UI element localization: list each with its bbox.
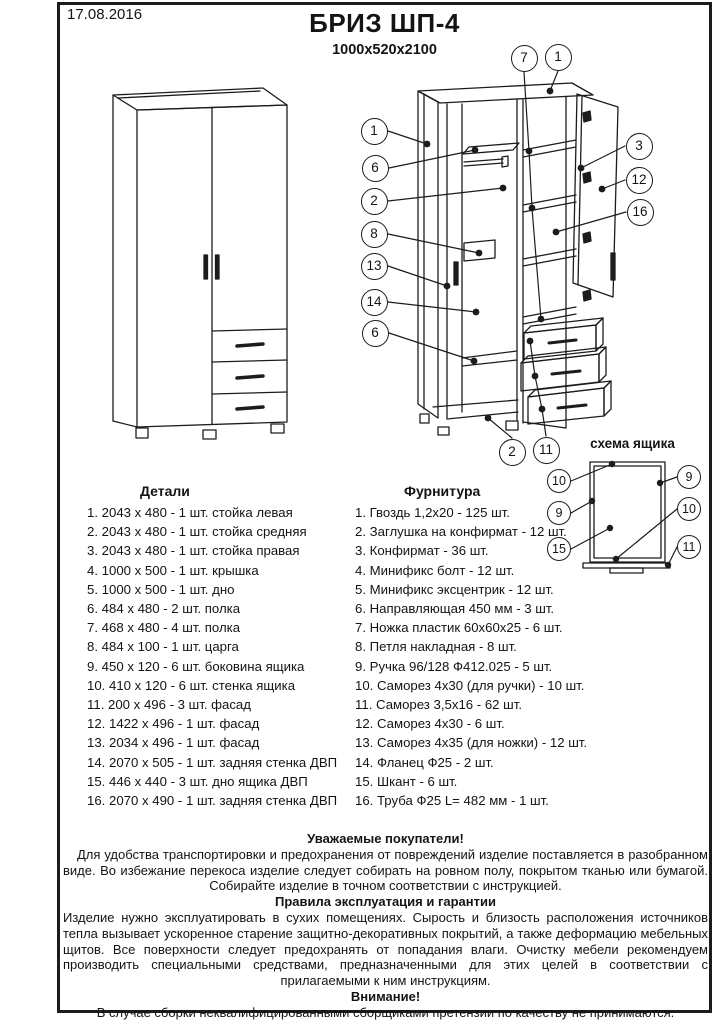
- list-item: 8. 484 х 100 - 1 шт. царга: [87, 639, 239, 655]
- hardware-list: [355, 503, 587, 810]
- list-item: 2. 2043 х 480 - 1 шт. стойка средняя: [87, 524, 307, 540]
- callout-11: 11: [677, 535, 701, 559]
- warning-text: В случае сборки неквалифицированными сборщиками претензии по качеству не принимаются.: [96, 1004, 675, 1020]
- list-item: 12. Саморез 4х30 - 6 шт.: [355, 716, 505, 732]
- list-item: 9. Ручка 96/128 Ф412.025 - 5 шт.: [355, 658, 553, 674]
- details-list: [87, 503, 337, 810]
- callout-15: 15: [547, 537, 571, 561]
- details-title: Детали: [140, 483, 190, 499]
- list-item: 15. 446 х 440 - 3 шт. дно ящика ДВП: [87, 773, 308, 789]
- list-item: 1. 2043 х 480 - 1 шт. стойка левая: [87, 505, 293, 520]
- list-item: 8. Петля накладная - 8 шт.: [355, 639, 517, 655]
- callout-1: 1: [545, 44, 572, 71]
- drawer-schema-label: схема ящика: [590, 436, 675, 451]
- callout-6: 6: [362, 320, 389, 347]
- callout-8: 8: [361, 221, 388, 248]
- callout-3: 3: [626, 133, 653, 160]
- list-item: 6. Направляющая 450 мм - 3 шт.: [355, 601, 555, 617]
- callout-9: 9: [677, 465, 701, 489]
- list-item: 13. 2034 х 496 - 1 шт. фасад: [87, 735, 260, 751]
- list-item: 4. 1000 х 500 - 1 шт. крышка: [87, 562, 259, 578]
- exploded-view: [418, 83, 618, 435]
- list-item: 5. 1000 х 500 - 1 шт. дно: [87, 581, 235, 597]
- rules-text: Изделие нужно эксплуатировать в сухих помещениях. Сырость и близость расположения источников тепла вызывает ускоренное старение защитно-декоративных покрытий, а также деформацию мебельных щитов. Все поверхности следует предохранять от попадания влаги. Очистку мебели рекомендуем производить специальными средствами, предназначенными для этих целей в соответствии с прилагаемыми к ним инструкциям.: [63, 909, 708, 989]
- greeting-title: Уважаемые покупатели!: [307, 831, 464, 846]
- list-item: 12. 1422 х 496 - 1 шт. фасад: [87, 716, 260, 732]
- list-item: 5. Минификс эксцентрик - 12 шт.: [355, 581, 554, 597]
- callout-2: 2: [499, 439, 526, 466]
- hardware-title: Фурнитура: [404, 483, 481, 499]
- drawer-schema-drawing: [583, 462, 670, 573]
- list-item: 6. 484 х 480 - 2 шт. полка: [87, 601, 241, 617]
- list-item: 11. 200 х 496 - 3 шт. фасад: [87, 697, 251, 713]
- list-item: 10. Саморез 4х30 (для ручки) - 10 шт.: [355, 677, 585, 693]
- callout-10: 10: [677, 497, 701, 521]
- list-item: 7. 468 х 480 - 4 шт. полка: [87, 620, 241, 636]
- list-item: 3. Конфирмат - 36 шт.: [355, 543, 489, 559]
- list-item: 14. Фланец Ф25 - 2 шт.: [355, 754, 494, 770]
- page-title: БРИЗ ШП-4: [309, 8, 460, 38]
- callout-10: 10: [547, 469, 571, 493]
- list-item: 4. Минификс болт - 12 шт.: [355, 562, 515, 578]
- list-item: 7. Ножка пластик 60х60х25 - 6 шт.: [355, 620, 563, 636]
- warning-title: Внимание!: [350, 988, 421, 1004]
- wardrobe-front-view: [113, 88, 287, 439]
- list-item: 16. Труба Ф25 L= 482 мм - 1 шт.: [355, 793, 549, 809]
- callout-14: 14: [361, 289, 388, 316]
- callout-7: 7: [511, 45, 538, 72]
- list-item: 2. Заглушка на конфирмат - 12 шт.: [355, 524, 567, 540]
- list-item: 1. Гвоздь 1,2х20 - 125 шт.: [355, 505, 510, 520]
- list-item: 13. Саморез 4х35 (для ножки) - 12 шт.: [355, 735, 588, 751]
- date: 17.08.2016: [67, 6, 143, 23]
- callout-6: 6: [362, 155, 389, 182]
- list-item: 15. Шкант - 6 шт.: [355, 773, 458, 789]
- list-item: 16. 2070 х 490 - 1 шт. задняя стенка ДВП: [87, 793, 338, 809]
- callout-16: 16: [627, 199, 654, 226]
- list-item: 10. 410 х 120 - 6 шт. стенка ящика: [87, 677, 296, 693]
- list-item: 14. 2070 х 505 - 1 шт. задняя стенка ДВП: [87, 754, 338, 770]
- callout-1: 1: [361, 118, 388, 145]
- rules-title: Правила эксплуатация и гарантии: [275, 894, 496, 910]
- callout-9: 9: [547, 501, 571, 525]
- callout-2: 2: [361, 188, 388, 215]
- callout-13: 13: [361, 253, 388, 280]
- callout-12: 12: [626, 167, 653, 194]
- list-item: 11. Саморез 3,5х16 - 62 шт.: [355, 697, 522, 713]
- product-dimensions: 1000х520х2100: [332, 42, 437, 58]
- footer-notes: [63, 831, 708, 1021]
- callout-11: 11: [533, 437, 560, 464]
- greeting-text: Для удобства транспортировки и предохранения от повреждений изделие поставляется в разобранном виде. Во избежание перекоса изделие следует собирать на ровном полу, покрытом тканью или бумагой. Собирайте изделие в точном соответствии с инструкцией.: [63, 846, 708, 894]
- list-item: 9. 450 х 120 - 6 шт. боковина ящика: [87, 658, 305, 674]
- list-item: 3. 2043 х 480 - 1 шт. стойка правая: [87, 543, 300, 559]
